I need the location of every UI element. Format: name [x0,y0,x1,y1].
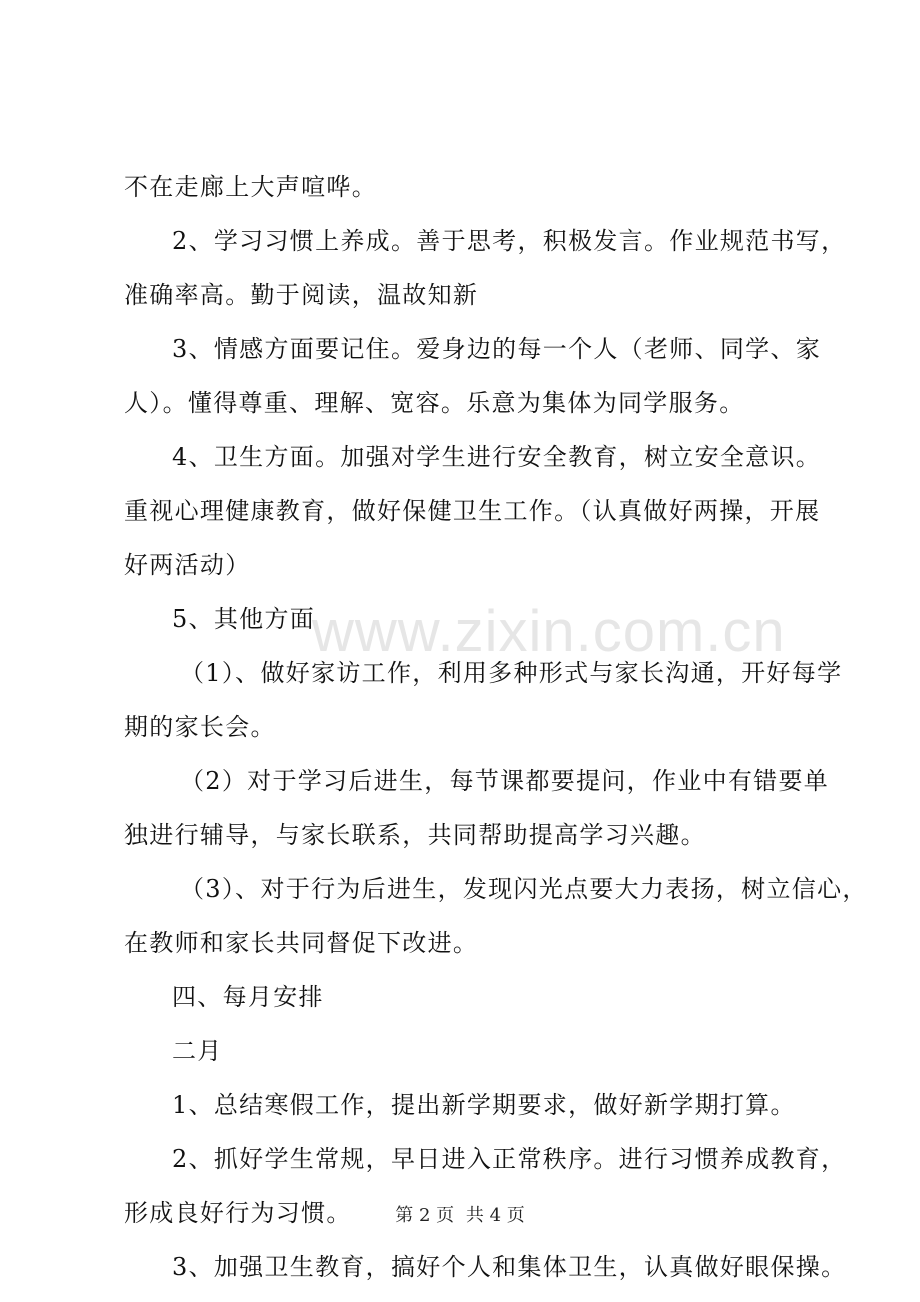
paragraph-line: 4、卫生方面。加强对学生进行安全教育，树立安全意识。 [172,443,822,471]
paragraph-line: 在教师和家长共同督促下改进。 [124,929,479,957]
paragraph-line: 2、学习习惯上养成。善于思考，积极发言。作业规范书写， [172,227,847,255]
paragraph-line: 2、抓好学生常规，早日进入正常秩序。进行习惯养成教育， [172,1145,847,1173]
paragraph-line: 重视心理健康教育，做好保健卫生工作。（认真做好两操，开展 [124,497,821,525]
watermark: www.zixin.com.cn [312,599,786,664]
paragraph-line: （3）、对于行为后进生，发现闪光点要大力表扬，树立信心， [180,875,868,903]
paragraph-line: 形成良好行为习惯。 [124,1199,352,1227]
paragraph-line: 期的家长会。 [124,713,276,741]
month-heading: 二月 [172,1037,223,1065]
paragraph-line: 独进行辅导，与家长联系，共同帮助提高学习兴趣。 [124,821,706,849]
paragraph-line: 3、情感方面要记住。爱身边的每一个人（老师、同学、家 [172,335,822,363]
page-number: 第 2 页 [395,1205,455,1226]
paragraph-line: 好两活动） [124,551,251,579]
paragraph-line: （1）、做好家访工作，利用多种形式与家长沟通，开好每学 [180,659,843,687]
page-footer [0,1201,920,1227]
page-total: 共 4 页 [465,1205,525,1226]
paragraph-line: 5、其他方面 [172,605,316,633]
paragraph-line: 不在走廊上大声喧哗。 [124,173,377,201]
paragraph-line: 人）。懂得尊重、理解、宽容。乐意为集体为同学服务。 [124,389,745,417]
body-text [124,160,868,1294]
paragraph-line: 1、总结寒假工作，提出新学期要求，做好新学期打算。 [172,1091,796,1119]
paragraph-line: 准确率高。勤于阅读，温故知新 [124,281,479,309]
paragraph-line: 3、加强卫生教育，搞好个人和集体卫生，认真做好眼保操。 [172,1253,847,1281]
paragraph-line: （2）对于学习后进生，每节课都要提问，作业中有错要单 [180,767,830,795]
section-heading: 四、每月安排 [172,983,324,1011]
